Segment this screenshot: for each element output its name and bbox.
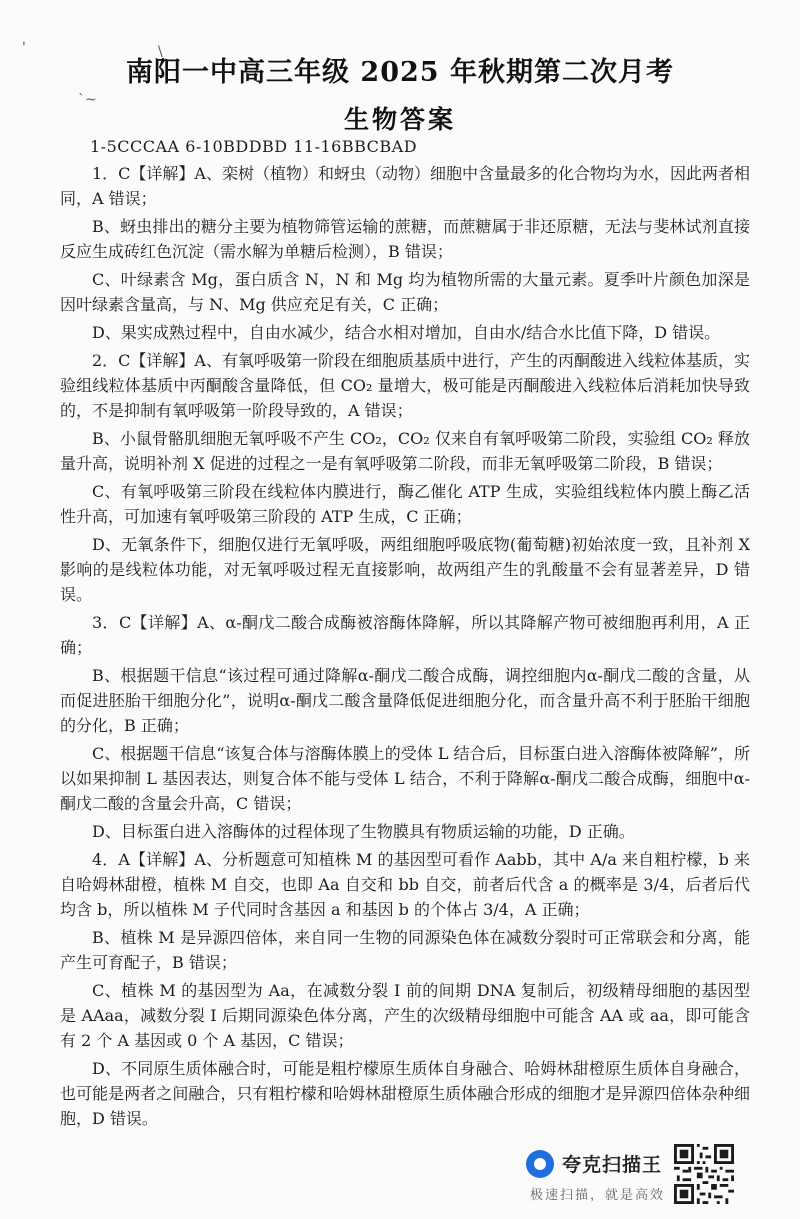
explanation-paragraph: D、目标蛋白进入溶酶体的过程体现了生物膜具有物质运输的功能，D 正确。 — [92, 822, 635, 841]
scan-speck: `~ — [78, 92, 97, 108]
explanation-paragraph: C、根据题干信息“该复合体与溶酶体膜上的受体 L 结合后，目标蛋白进入溶酶体被降解”，所以如果抑制 L 基因表达，则复合体不能与受体 L 结合，不利于降解α-酮戊二酸合成酶，细胞中α-酮戊二酸的含量会升高，C 错误； — [60, 744, 750, 813]
explanation-paragraph: B、植株 M 是异源四倍体，来自同一生物的同源染色体在减数分裂时可正常联会和分离，能产生可育配子，B 错误； — [60, 928, 750, 972]
explanation-paragraph: 4．A【详解】A、分析题意可知植株 M 的基因型可看作 Aabb，其中 A/a 来自粗柠檬，b 来自哈姆林甜橙，植株 M 自交，也即 Aa 自交和 bb 自交，前者后代含 a 的概率是 3/4，后者后代均含 b，所以植株 M 子代同时含基因 a 和基因 b 的个体占 3/4，A 正确； — [60, 850, 750, 919]
page-subtitle: 生物答案 — [343, 105, 456, 134]
scan-speck: ' — [22, 40, 26, 56]
explanation-paragraph: 3．C【详解】A、α-酮戊二酸合成酶被溶酶体降解，所以其降解产物可被细胞再利用，A 正确； — [60, 613, 750, 657]
explanation-paragraph: B、小鼠骨骼肌细胞无氧呼吸不产生 CO₂，CO₂ 仅来自有氧呼吸第二阶段，实验组 CO₂ 释放量升高，说明补剂 X 促进的过程之一是有氧呼吸第二阶段，而非无氧呼吸第二阶段，B 错误； — [60, 429, 750, 473]
explanation-paragraph: C、有氧呼吸第三阶段在线粒体内膜进行，酶乙催化 ATP 生成，实验组线粒体内膜上酶乙活性升高，可加速有氧呼吸第三阶段的 ATP 生成，C 正确； — [60, 482, 750, 526]
scan-speck: \ — [158, 44, 163, 60]
quark-logo-icon — [526, 1150, 554, 1178]
explanation-paragraph: B、根据题干信息“该过程可通过降解α-酮戊二酸合成酶，调控细胞内α-酮戊二酸的含量，从而促进胚胎干细胞分化”，说明α-酮戊二酸含量降低促进细胞分化，而含量升高不利于胚胎干细胞的分化，B 正确； — [60, 666, 750, 735]
scanner-watermark — [524, 1144, 744, 1206]
page-title: 南阳一中高三年级 2025 年秋期第二次月考 — [126, 57, 674, 88]
explanation-paragraph: D、不同原生质体融合时，可能是粗柠檬原生质体自身融合、哈姆林甜橙原生质体自身融合，也可能是两者之间融合，只有粗柠檬和哈姆林甜橙原生质体融合形成的细胞才是异源四倍体杂种细胞，D 错误。 — [60, 1059, 750, 1128]
scanner-slogan: 极速扫描，就是高效 — [530, 1188, 666, 1203]
explanation-paragraph: B、蚜虫排出的糖分主要为植物筛管运输的蔗糖，而蔗糖属于非还原糖，无法与斐林试剂直接反应生成砖红色沉淀（需水解为单糖后检测），B 错误； — [60, 217, 750, 261]
answer-body — [60, 134, 750, 1134]
explanation-paragraph: 1．C【详解】A、栾树（植物）和蚜虫（动物）细胞中含量最多的化合物均为水，因此两者相同，A 错误； — [60, 164, 750, 208]
explanation-paragraph: C、植株 M 的基因型为 Aa，在减数分裂 I 前的间期 DNA 复制后，初级精母细胞的基因型是 AAaa，减数分裂 I 后期同源染色体分离，产生的次级精母细胞中可能含 AA 或 aa，即可能含有 2 个 A 基因或 0 个 A 基因，C 错误； — [60, 981, 750, 1050]
explanation-paragraph: 2．C【详解】A、有氧呼吸第一阶段在细胞质基质中进行，产生的丙酮酸进入线粒体基质，实验组线粒体基质中丙酮酸含量降低，但 CO₂ 量增大，极可能是丙酮酸进入线粒体后消耗加快导致的，不是抑制有氧呼吸第一阶段导致的，A 错误； — [60, 351, 750, 420]
qr-code-icon — [674, 1144, 734, 1204]
scanner-app-name: 夸克扫描王 — [562, 1154, 663, 1176]
explanation-paragraph: C、叶绿素含 Mg，蛋白质含 N，N 和 Mg 均为植物所需的大量元素。夏季叶片颜色加深是因叶绿素含量高，与 N、Mg 供应充足有关，C 正确； — [60, 270, 750, 314]
answer-key-line: 1-5CCCAA 6-10BDDBD 11-16BBCBAD — [90, 137, 418, 156]
explanation-paragraph: D、果实成熟过程中，自由水减少，结合水相对增加，自由水/结合水比值下降，D 错误。 — [92, 323, 721, 342]
explanation-paragraph: D、无氧条件下，细胞仅进行无氧呼吸，两组细胞呼吸底物(葡萄糖)初始浓度一致，且补剂 X 影响的是线粒体功能，对无氧呼吸过程无直接影响，故两组产生的乳酸量不会有显著差异，D 错误。 — [60, 535, 750, 604]
